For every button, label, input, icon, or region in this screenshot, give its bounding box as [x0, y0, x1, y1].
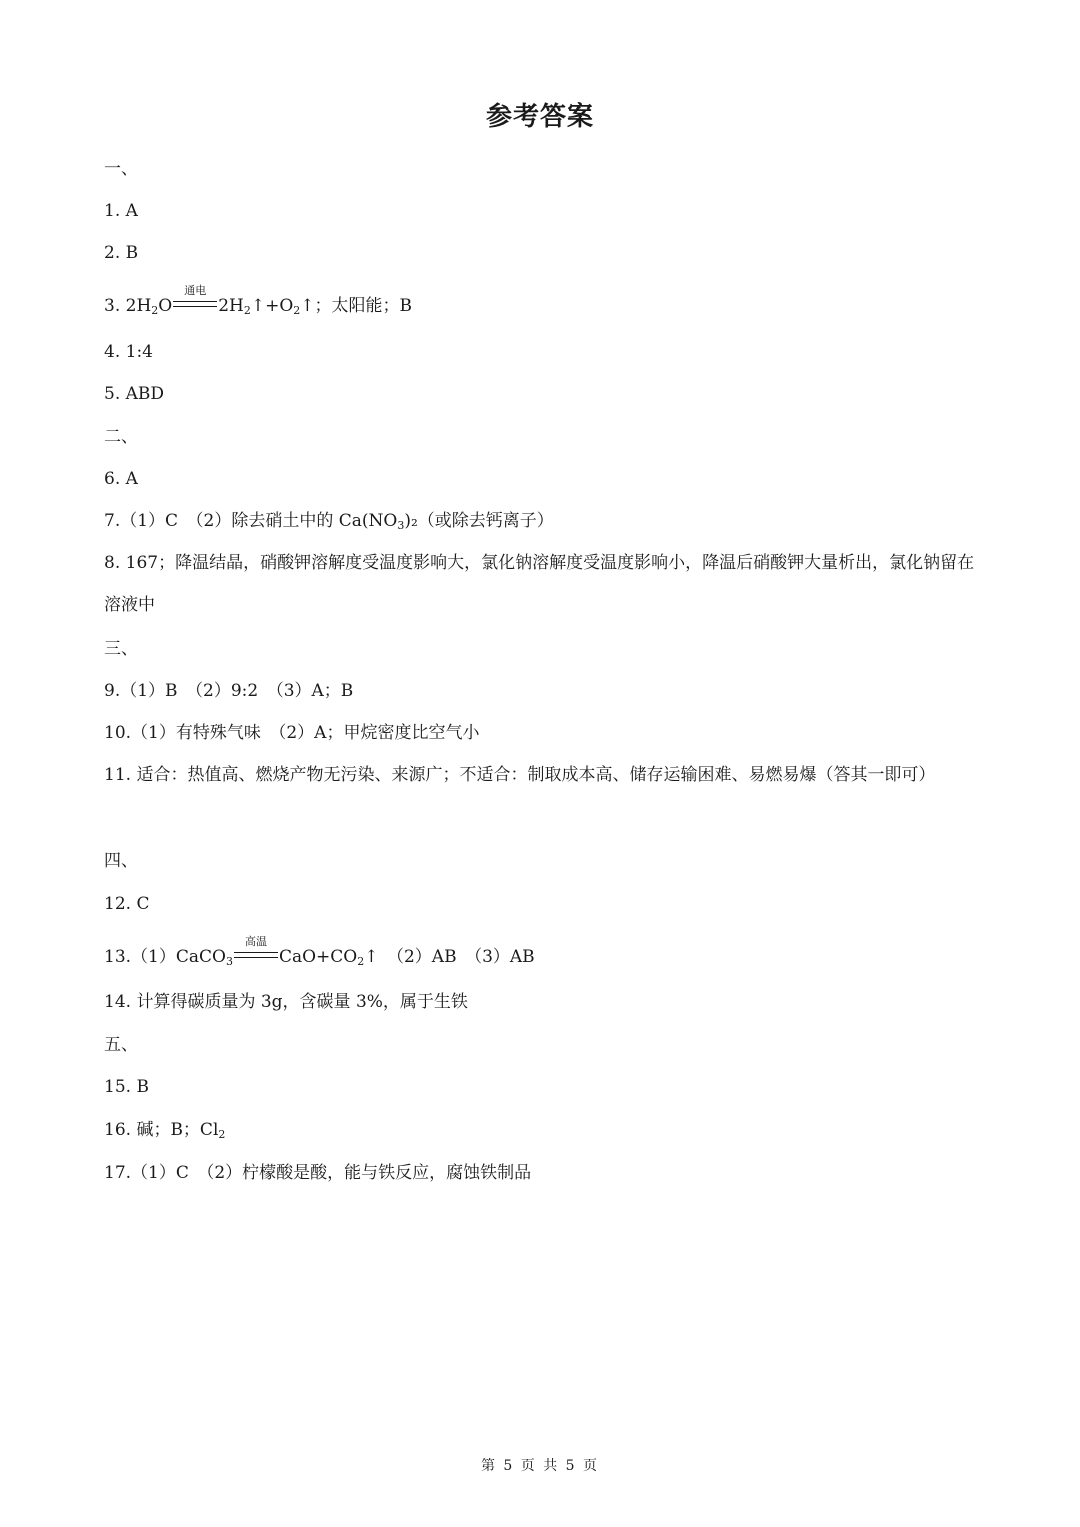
- answer-12: 12. C: [104, 894, 150, 914]
- section-heading-5: 五、: [104, 1035, 138, 1055]
- answer-4: 4. 1:4: [104, 342, 153, 362]
- reaction-condition: 高温: [244, 935, 267, 948]
- reaction-arrow: [234, 935, 278, 968]
- page-title: 参考答案: [485, 102, 594, 132]
- answer-7: 7.（1）C （2）除去硝土中的 $Ca(NO_3)_2$（或除去钙离子）: [104, 511, 554, 532]
- answer-3: 3. $2H_2O$ 通电 $2H_2↑+O_2↑$；太阳能；B: [104, 295, 984, 322]
- section-heading-3: 三、: [104, 639, 138, 659]
- answer-15: 15. B: [104, 1077, 149, 1097]
- answer-11: 11. 适合：热值高、燃烧产物无污染、来源广；不适合：制取成本高、储存运输困难、易燃易爆（答其一即可）: [104, 765, 936, 785]
- reaction-arrow: [173, 284, 217, 317]
- page-footer: 第 5 页 共 5 页: [480, 1458, 600, 1474]
- answer-9: 9.（1）B （2）9:2 （3）A；B: [104, 681, 354, 701]
- section-heading-1: 一、: [104, 159, 138, 179]
- answer-10: 10.（1）有特殊气味 （2）A；甲烷密度比空气小: [104, 723, 480, 743]
- section-heading-2: 二、: [104, 427, 138, 447]
- answer-8: 8. 167；降温结晶，硝酸钾溶解度受温度影响大，氯化钠溶解度受温度影响小，降温后硝酸钾大量析出，氯化钠留在溶液中: [104, 553, 975, 615]
- answer-16: 16. 碱；B；$Cl_2$: [104, 1120, 226, 1141]
- answer-14: 14. 计算得碳质量为 3g，含碳量 3%，属于生铁: [104, 992, 468, 1012]
- answer-1: 1. A: [104, 201, 138, 221]
- answer-6: 6. A: [104, 469, 138, 489]
- answer-5: 5. ABD: [104, 384, 165, 404]
- section-heading-4: 四、: [104, 851, 138, 871]
- answer-13: 13.（1）CaCO$_3$ 高温 $CaO+CO_2↑$ （2）AB （3）AB: [104, 946, 984, 973]
- answer-17: 17.（1）C （2）柠檬酸是酸，能与铁反应，腐蚀铁制品: [104, 1163, 532, 1183]
- answer-2: 2. B: [104, 243, 139, 263]
- reaction-condition: 通电: [184, 284, 207, 297]
